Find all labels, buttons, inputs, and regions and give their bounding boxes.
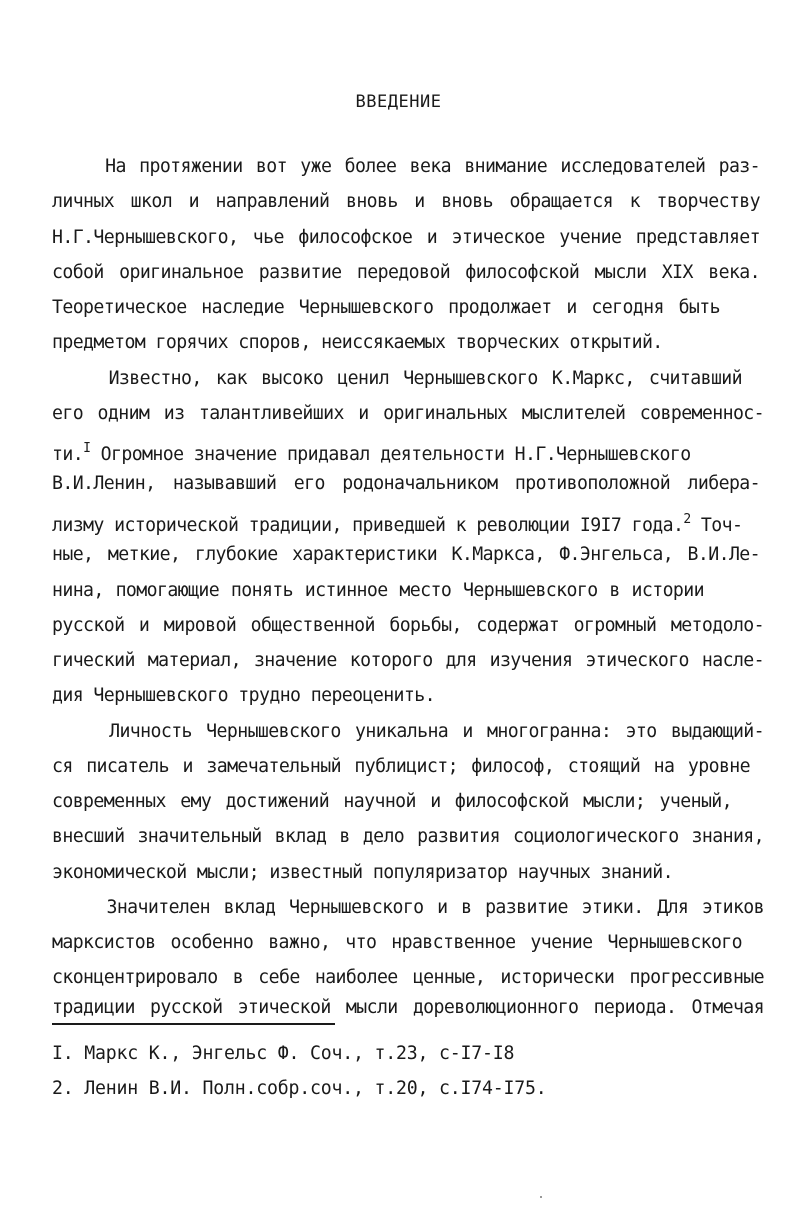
text-line: На протяжении вот уже более века внимание исследователей раз- [52,156,760,177]
page-title: ВВЕДЕНИЕ [355,92,442,112]
text-line: традиции русской этической мысли дореволюционного периода. Отмечая [52,997,764,1018]
text-line: нина, помогающие понять истинное место Чернышевского в истории [52,580,704,601]
text-line: внесший значительный вклад в дело развития социологического знания, [52,826,764,847]
footnote-1: I. Маркс К., Энгельс Ф. Соч., т.23, с-I7-I8 [52,1043,515,1064]
text-line: Личность Чернышевского уникальна и многогранна: это выдающий- [52,721,764,742]
text-line [52,438,691,466]
text-line: экономической мысли; известный популяризатор научных знаний. [52,862,673,883]
scan-speck [540,1196,542,1198]
text-line: сконцентрировало в себе наиболее ценные, исторически прогрессивные [52,967,764,988]
text-line: дия Чернышевского трудно переоценить. [52,685,435,706]
footnote-ref: I [83,441,91,456]
text-fragment: Огромное значение придавал деятельности Н.Г.Чернышевского [90,444,691,465]
text-line: собой оригинальное развитие передовой философской мысли XIX века. [52,262,760,283]
footnote-ref: 2 [683,512,691,527]
text-line: Известно, как высоко ценил Чернышевского К.Маркс, считавший [52,368,742,389]
text-line: Значителен вклад Чернышевского и в развитие этики. Для этиков [52,897,764,918]
text-line: ные, меткие, глубокие характеристики К.Маркса, Ф.Энгельса, В.И.Ле- [52,544,760,565]
text-line: русской и мировой общественной борьбы, содержат огромный методоло- [52,615,764,636]
text-line: его одним из талантливейших и оригинальных мыслителей современнос- [52,403,764,424]
text-line: ся писатель и замечательный публицист; философ, стоящий на уровне [52,756,750,777]
text-line [52,509,742,537]
footnote-separator [52,1023,335,1025]
text-line: марксистов особенно важно, что нравственное учение Чернышевского [52,932,742,953]
text-line: Теоретическое наследие Чернышевского продолжает и сегодня быть [52,297,720,318]
text-line: Н.Г.Чернышевского, чье философское и этическое учение представляет [52,227,760,248]
text-line: предметом горячих споров, неиссякаемых творческих открытий. [52,332,663,353]
text-fragment: лизму исторической традиции, приведшей к революции I9I7 года. [52,515,684,536]
text-fragment: Точ- [690,515,743,536]
text-line: гический материал, значение которого для изучения этического насле- [52,650,764,671]
text-line: современных ему достижений научной и философской мысли; ученый, [52,791,732,812]
text-line: В.И.Ленин, называвший его родоначальником противоположной либера- [52,473,760,494]
text-fragment: ти. [52,444,84,465]
text-line: личных школ и направлений вновь и вновь обращается к творчеству [52,191,760,212]
footnote-2: 2. Ленин В.И. Полн.собр.соч., т.20, с.I74-I75. [52,1078,547,1099]
